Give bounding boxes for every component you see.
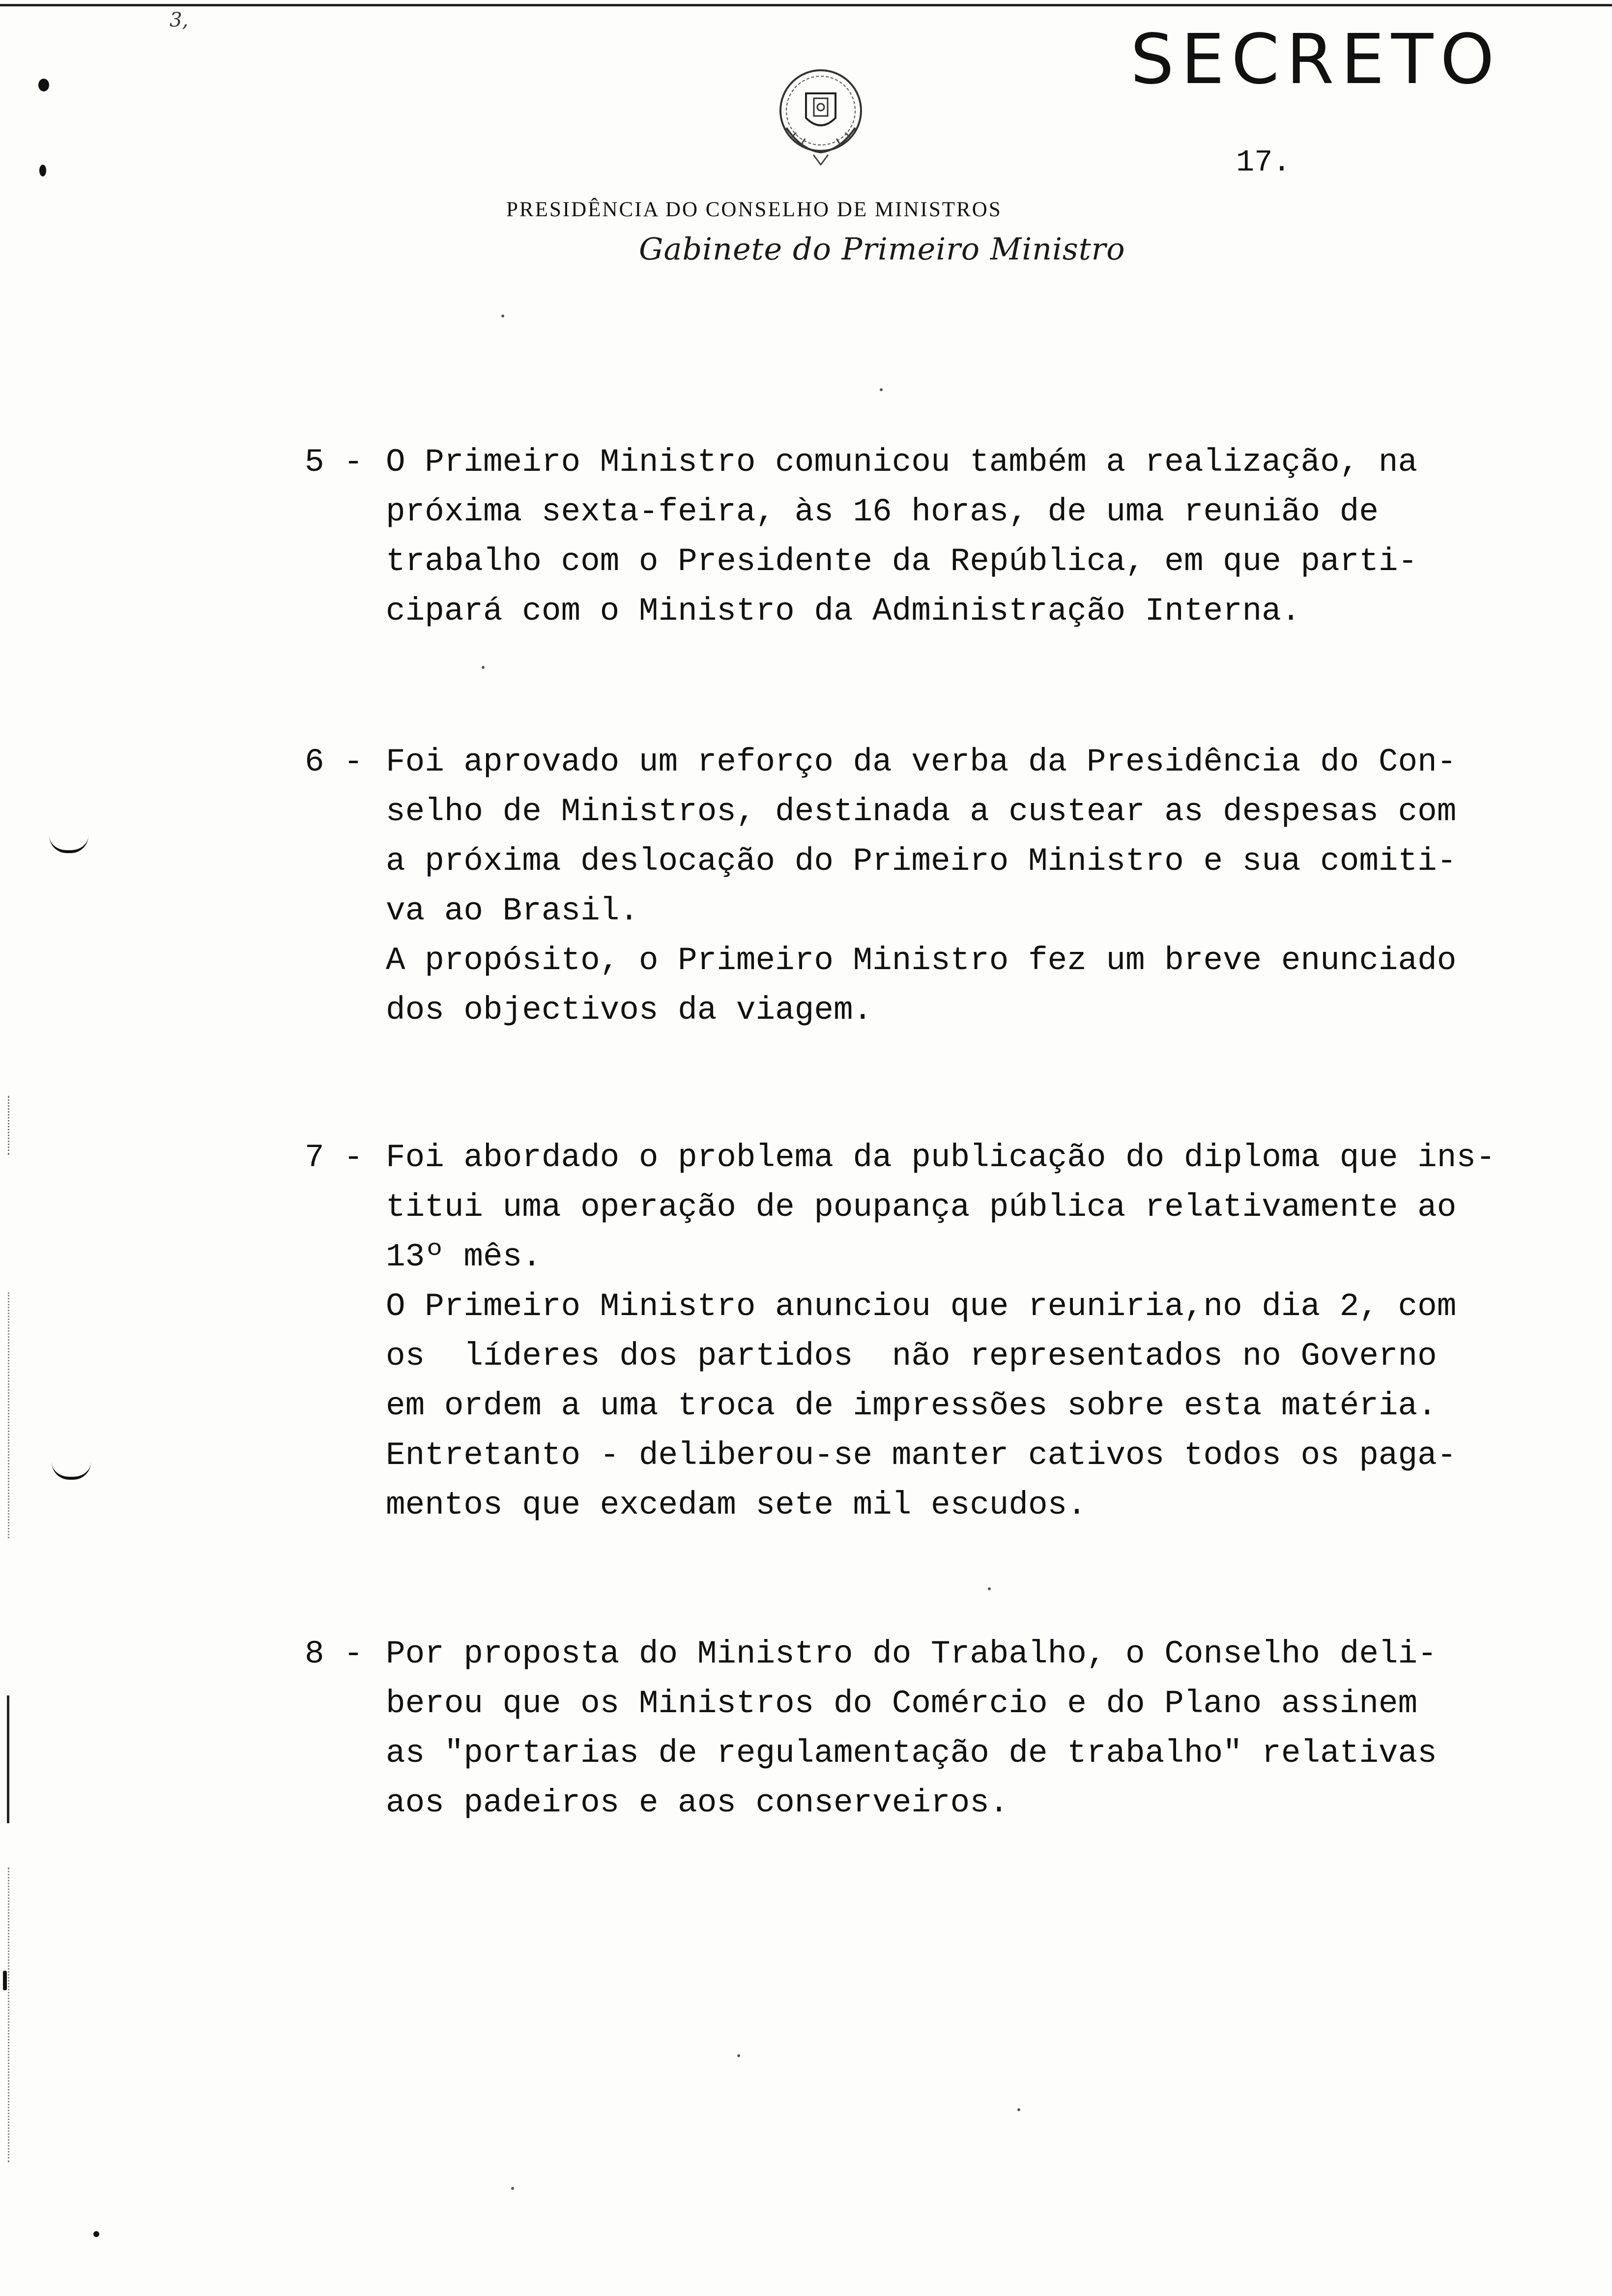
item-line: O Primeiro Ministro comunicou também a realização, na [386, 444, 1418, 481]
item-line: selho de Ministros, destinada a custear as despesas com [386, 793, 1457, 830]
margin-dotted-mark [8, 1096, 9, 1155]
scan-speck [737, 2054, 740, 2057]
item-line: os líderes dos partidos não representados no Governo [386, 1338, 1437, 1375]
item-line: a próxima deslocação do Primeiro Ministro e sua comiti- [386, 843, 1457, 880]
item-number: 5 - [305, 444, 363, 481]
margin-line-mark [7, 1695, 9, 1823]
margin-bracket-mark [52, 1462, 91, 1480]
item-line: O Primeiro Ministro anunciou que reuniria,no dia 2, com [386, 1288, 1457, 1325]
item-line: Por proposta do Ministro do Trabalho, o Conselho deli- [386, 1636, 1437, 1672]
coat-of-arms-seal-icon [767, 64, 875, 172]
item-number: 7 - [305, 1139, 363, 1176]
top-rule [0, 4, 1612, 6]
item-line: aos padeiros e aos conserveiros. [386, 1784, 1009, 1821]
item-line: dos objectivos da viagem. [386, 992, 873, 1029]
item-line: 13º mês. [386, 1238, 542, 1275]
item-line: berou que os Ministros do Comércio e do Plano assinem [386, 1685, 1418, 1722]
punch-hole-mark [38, 79, 49, 91]
item-text [386, 1629, 1526, 1828]
item-line: cipará com o Ministro da Administração Interna. [386, 593, 1301, 630]
scan-speck [880, 388, 883, 391]
item-line: titui uma operação de poupança pública relativamente ao [386, 1189, 1457, 1226]
scan-speck [482, 666, 485, 669]
item-text [386, 1133, 1526, 1530]
margin-dotted-mark [8, 1867, 9, 2162]
item-line: va ao Brasil. [386, 892, 639, 929]
margin-tick-mark [3, 1971, 7, 1990]
item-line: em ordem a uma troca de impressões sobre esta matéria. [386, 1387, 1437, 1424]
margin-dotted-mark [8, 1292, 9, 1538]
item-line: Entretanto - deliberou-se manter cativos todos os paga- [386, 1437, 1457, 1474]
scan-speck [511, 2187, 514, 2190]
item-line: próxima sexta-feira, às 16 horas, de uma reunião de [386, 493, 1379, 530]
cabinet-subheading: Gabinete do Primeiro Ministro [639, 231, 1125, 267]
scan-speck [501, 315, 504, 317]
margin-bracket-mark [49, 835, 88, 853]
page-number: 17. [1236, 145, 1291, 180]
institution-heading: PRESIDÊNCIA DO CONSELHO DE MINISTROS [506, 198, 1002, 221]
scan-speck [988, 1587, 991, 1590]
item-text [386, 437, 1526, 636]
item-line: A propósito, o Primeiro Ministro fez um breve enunciado [386, 942, 1457, 979]
item-text [386, 737, 1526, 1035]
item-line: Foi aprovado um reforço da verba da Presidência do Con- [386, 744, 1457, 780]
scan-speck [1017, 2108, 1020, 2111]
punch-hole-mark [39, 165, 46, 176]
item-number: 6 - [305, 744, 363, 780]
item-line: Foi abordado o problema da publicação do diploma que ins- [386, 1139, 1496, 1176]
item-line: mentos que excedam sete mil escudos. [386, 1487, 1087, 1523]
item-number: 8 - [305, 1636, 363, 1672]
scan-speck [93, 2231, 99, 2237]
item-line: as "portarias de regulamentação de trabalho" relativas [386, 1735, 1437, 1772]
corner-mark: 3, [170, 9, 189, 31]
classification-stamp: SECRETO [1130, 20, 1501, 100]
item-line: trabalho com o Presidente da República, em que parti- [386, 543, 1418, 580]
